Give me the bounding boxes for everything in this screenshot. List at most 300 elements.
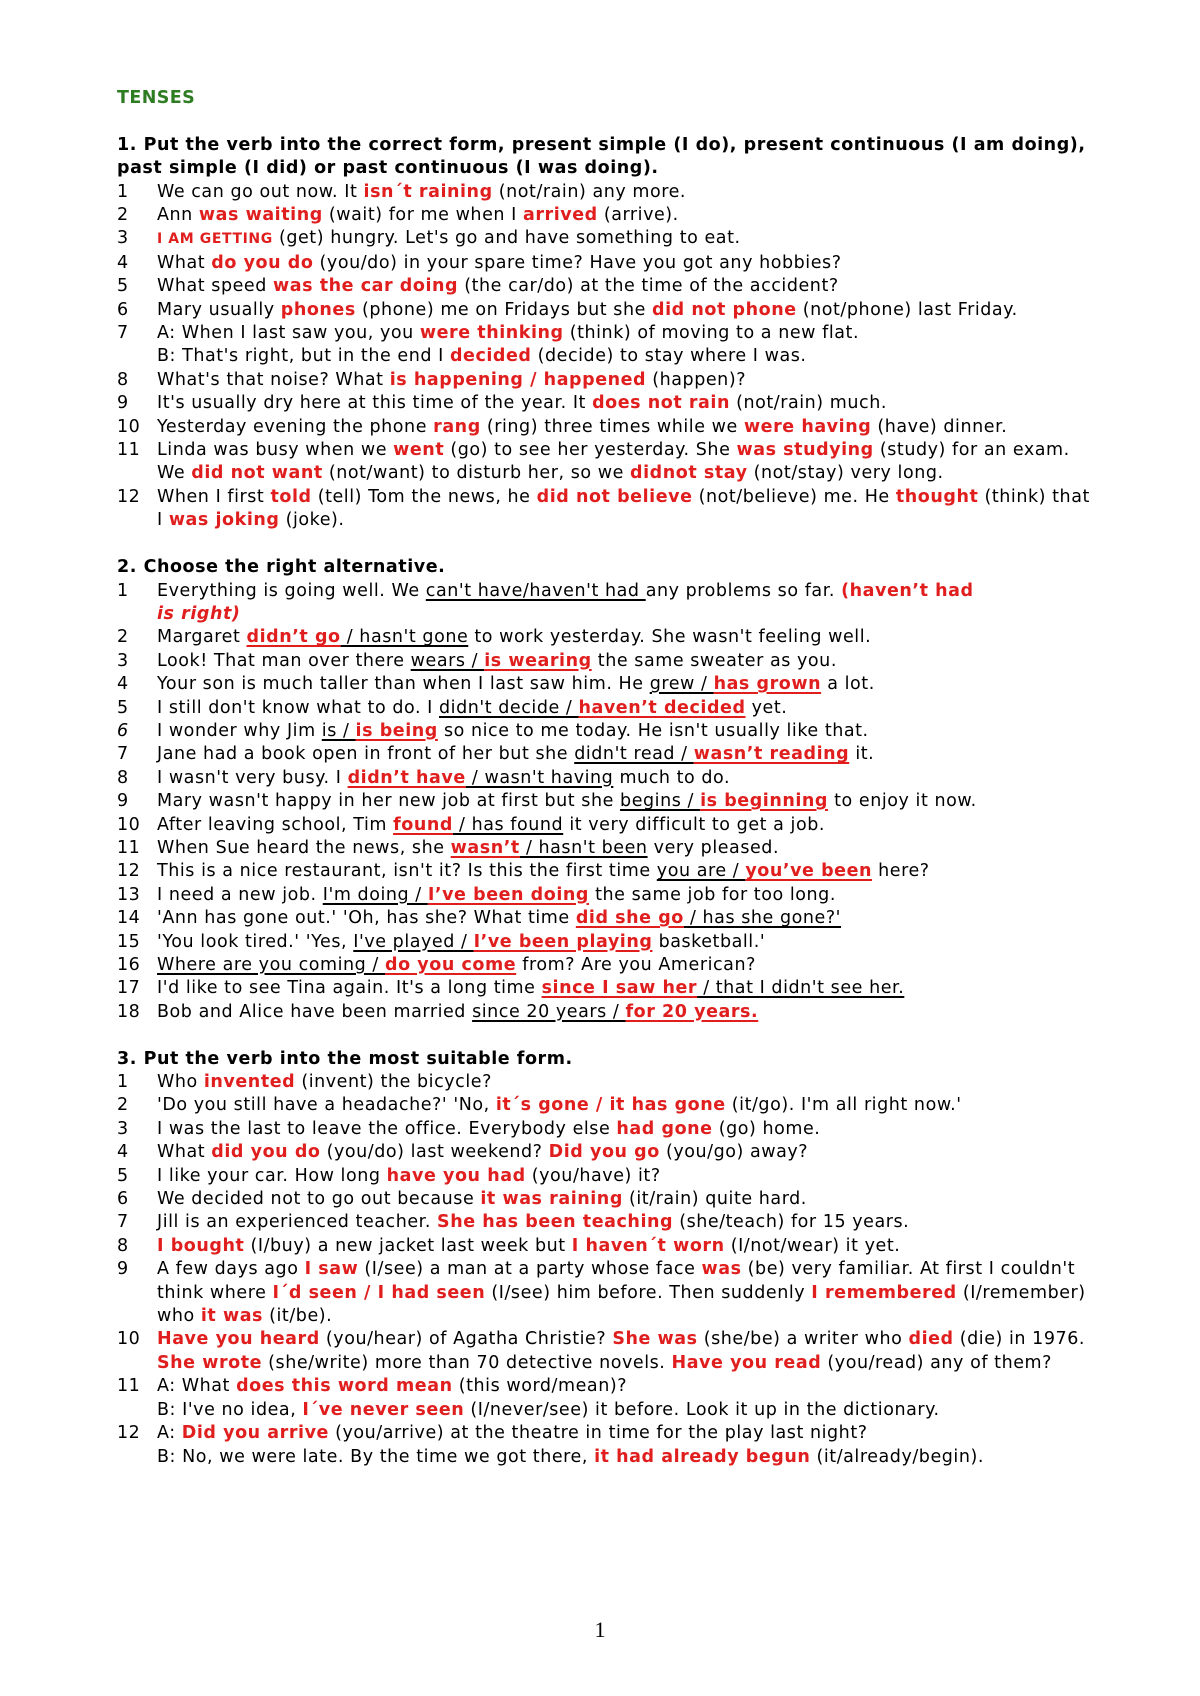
sentence-text: (you/do) last weekend? <box>320 1142 549 1163</box>
alternative-option: I've played / <box>353 931 474 952</box>
item-text <box>157 204 1097 227</box>
alternative-option: didn't decide / <box>439 697 579 718</box>
answer-text: didn’t have <box>347 767 466 788</box>
item-text <box>157 486 1097 533</box>
sentence-text: (you/hear) of Agatha Christie? <box>319 1329 613 1350</box>
sentence-text: B: That's right, but in the end I <box>157 346 450 367</box>
sentence-text: any problems so far. <box>645 580 842 601</box>
item-text <box>157 392 1097 415</box>
item-text <box>157 1165 1097 1188</box>
item-number: 3 <box>117 650 129 671</box>
item-text <box>157 697 1097 720</box>
alternative-option: grew / <box>649 674 714 695</box>
item-text <box>157 650 1097 673</box>
item-number: 1 <box>117 580 129 601</box>
item-number: 10 <box>117 416 141 437</box>
exercise-item <box>117 1188 1097 1211</box>
sentence-text: Look! That man over there <box>157 650 411 671</box>
item-number: 18 <box>117 1001 141 1022</box>
answer-text: is beginning <box>700 791 829 812</box>
answer-text: is happening / happened <box>389 369 647 390</box>
page-number: 1 <box>594 1617 606 1642</box>
sentence-text: B: No, we were late. By the time we got there, <box>157 1446 595 1467</box>
answer-text: it was <box>200 1306 264 1327</box>
sentence-text: very pleased. <box>647 837 780 858</box>
sentence-text: A few days ago <box>157 1259 305 1280</box>
item-text <box>157 1188 1097 1211</box>
answer-text: were thinking <box>419 323 564 344</box>
item-text <box>157 720 1097 743</box>
item-number: 17 <box>117 978 141 999</box>
item-number: 9 <box>117 1259 129 1280</box>
sentence-text: Bob and Alice have been married <box>157 1001 473 1022</box>
alternative-option: can't have/haven't had <box>425 580 646 601</box>
sentence-text: (arrive). <box>597 205 679 226</box>
answer-text: was the car doing <box>273 276 459 297</box>
answer-text: Did you arrive <box>181 1423 329 1444</box>
sentence-text: (not/rain) much. <box>729 393 887 414</box>
item-text <box>157 1118 1097 1141</box>
exercise-item <box>117 416 1097 439</box>
answer-text: rang <box>433 416 481 437</box>
exercise-section-2 <box>117 556 1097 1024</box>
exercise-heading: 2. Choose the right alternative. <box>117 557 446 578</box>
item-text <box>157 837 1097 860</box>
item-number: 2 <box>117 1095 129 1116</box>
exercise-sections <box>117 134 1097 1469</box>
sentence-text: (be) very familiar. At first I couldn't think where <box>157 1259 1076 1303</box>
sentence-text: B: I've no idea, <box>157 1399 303 1420</box>
sentence-text: (happen)? <box>646 369 747 390</box>
answer-text: was joking <box>168 510 280 531</box>
answer-text: it´s gone / it has gone <box>495 1095 726 1116</box>
answer-text: is being <box>355 720 438 741</box>
answer-text: do you do <box>211 252 314 273</box>
sentence-text: from? Are you American? <box>516 955 756 975</box>
answer-text: I’ve been playing <box>473 931 653 952</box>
answer-text: She was <box>612 1329 698 1350</box>
answer-text: did she go <box>575 908 684 929</box>
sentence-text: here? <box>872 861 930 882</box>
answer-text: since I saw her <box>541 978 698 999</box>
answer-text: Have you heard <box>157 1329 320 1350</box>
exercise-item <box>117 1328 1097 1375</box>
sentence-text: it very difficult to get a job. <box>563 814 825 835</box>
sentence-text: (she/write) more than 70 detective novels. <box>262 1352 672 1373</box>
sentence-text: When I first <box>157 486 271 507</box>
answer-text: didnot stay <box>630 463 748 484</box>
sentence-text: Ann <box>157 205 199 226</box>
item-text <box>157 814 1097 837</box>
alternative-option: / has found <box>452 814 564 835</box>
item-text <box>157 1422 1097 1469</box>
item-text <box>157 369 1097 392</box>
item-number: 8 <box>117 1235 129 1256</box>
exercise-item <box>117 767 1097 790</box>
item-number: 11 <box>117 837 141 858</box>
item-number: 10 <box>117 814 141 835</box>
exercise-item <box>117 369 1097 392</box>
exercise-item <box>117 1165 1097 1188</box>
sentence-text: I wasn't very busy. I <box>157 767 348 788</box>
item-number: 4 <box>117 1142 129 1163</box>
alternative-option: / that I didn't see her. <box>697 978 905 999</box>
answer-text: thought <box>895 486 979 507</box>
sentence-text: Jill is an experienced teacher. <box>157 1212 438 1233</box>
answer-text: died <box>908 1329 954 1350</box>
exercise-item <box>117 697 1097 720</box>
item-text <box>157 1328 1097 1375</box>
exercise-item <box>117 439 1097 486</box>
sentence-text: basketball.' <box>652 931 766 952</box>
answer-text: wasn’t reading <box>693 744 850 765</box>
item-text <box>157 1071 1097 1094</box>
answer-text: for 20 years. <box>625 1001 759 1022</box>
item-number: 15 <box>117 931 141 952</box>
item-text <box>157 931 1097 954</box>
item-number: 2 <box>117 627 129 648</box>
sentence-text: (you/read) any of them? <box>821 1352 1052 1373</box>
sentence-text: When Sue heard the news, she <box>157 837 451 858</box>
answer-text: She wrote <box>157 1352 263 1373</box>
exercise-item <box>117 392 1097 415</box>
sentence-text: I'd like to see Tina again. It's a long time <box>157 978 542 999</box>
sentence-text: (you/have) it? <box>525 1165 661 1186</box>
sentence-text: I wonder why Jim <box>157 720 322 741</box>
item-text <box>157 626 1097 649</box>
sentence-text: (joke). <box>279 510 345 531</box>
answer-text: was <box>701 1259 742 1280</box>
item-number: 6 <box>117 299 129 320</box>
answer-text: decided <box>449 346 532 367</box>
sentence-text: the same sweater as you. <box>591 650 837 671</box>
item-text <box>157 673 1097 696</box>
answer-text: I saw <box>304 1259 359 1280</box>
item-number: 9 <box>117 393 129 414</box>
answer-text: does this word mean <box>236 1376 453 1397</box>
item-number: 1 <box>117 181 129 202</box>
item-number: 2 <box>117 205 129 226</box>
worksheet-title: TENSES <box>117 88 196 108</box>
sentence-text: (die) in 1976. <box>953 1329 1086 1350</box>
exercise-item <box>117 1375 1097 1422</box>
exercise-item <box>117 884 1097 907</box>
answer-text: it had already begun <box>594 1446 811 1467</box>
answer-text: I´d seen / I had seen <box>272 1282 486 1303</box>
item-text <box>157 767 1097 790</box>
sentence-text: (not/phone) last Friday. <box>796 299 1018 320</box>
item-number: 5 <box>117 276 129 297</box>
exercise-item <box>117 1071 1097 1094</box>
alternative-option: / wasn't having <box>465 767 614 788</box>
sentence-text: I was the last to leave the office. Everybody else <box>157 1118 617 1139</box>
answer-text: did not believe <box>536 486 693 507</box>
item-text <box>157 439 1097 486</box>
answer-text: phones <box>280 299 356 320</box>
exercise-item <box>117 743 1097 766</box>
exercise-heading: 3. Put the verb into the most suitable form. <box>117 1048 573 1069</box>
answer-text: went <box>393 440 445 461</box>
sentence-text: (phone) me on Fridays but she <box>355 299 653 320</box>
exercise-item <box>117 790 1097 813</box>
sentence-text: This is a nice restaurant, isn't it? Is this the first time <box>157 861 657 882</box>
sentence-text: (the car/do) at the time of the accident? <box>458 276 839 297</box>
answer-text: I remembered <box>811 1282 957 1303</box>
sentence-text: (ring) three times while we <box>480 416 744 437</box>
answer-text: were having <box>743 416 872 437</box>
exercise-item <box>117 907 1097 930</box>
answer-text: is right) <box>157 603 241 624</box>
item-text <box>157 299 1097 322</box>
answer-text: wasn’t <box>450 837 520 858</box>
item-number: 5 <box>117 697 129 718</box>
sentence-text: What <box>157 1142 212 1163</box>
sentence-text: much to do. <box>613 767 731 788</box>
exercise-item <box>117 1258 1097 1328</box>
alternative-option: wears / <box>410 650 485 671</box>
sentence-text: the same job for too long. <box>588 884 836 905</box>
item-text <box>157 954 1097 977</box>
exercise-section-1 <box>117 134 1097 533</box>
sentence-text: (I/see) him before. Then suddenly <box>485 1282 812 1303</box>
answer-text: was waiting <box>198 205 323 226</box>
sentence-text: (get) hungry. Let's go and have something to eat. <box>272 228 741 249</box>
item-text <box>157 1235 1097 1258</box>
sentence-text: (not/believe) me. He <box>692 486 896 507</box>
item-number: 12 <box>117 486 141 507</box>
sentence-text: What's that noise? What <box>157 369 390 390</box>
exercise-item <box>117 720 1097 743</box>
exercise-item <box>117 275 1097 298</box>
sentence-text: (go) to see her yesterday. She <box>444 440 737 461</box>
item-text <box>157 580 1097 627</box>
sentence-text: I still don't know what to do. I <box>157 697 439 718</box>
worksheet-content <box>117 87 1097 1492</box>
answer-text: have you had <box>386 1165 526 1186</box>
exercise-item <box>117 1235 1097 1258</box>
item-number: 8 <box>117 767 129 788</box>
sentence-text: Your son is much taller than when I last saw him. He <box>157 674 650 695</box>
answer-text: did not want <box>191 463 323 484</box>
answer-text: has grown <box>713 674 822 695</box>
exercise-item <box>117 1118 1097 1141</box>
sentence-text: After leaving school, Tim <box>157 814 394 835</box>
item-number: 11 <box>117 1376 141 1397</box>
alternative-option: / hasn't gone <box>340 627 469 648</box>
item-number: 10 <box>117 1329 141 1350</box>
exercise-item <box>117 1094 1097 1117</box>
item-number: 7 <box>117 1212 129 1233</box>
answer-text: it was raining <box>480 1189 623 1210</box>
answer-text: told <box>270 486 312 507</box>
exercise-item <box>117 1001 1097 1024</box>
sentence-text: Margaret <box>157 627 247 648</box>
item-text <box>157 1211 1097 1234</box>
sentence-text: Everything is going well. We <box>157 580 426 601</box>
sentence-text: It's usually dry here at this time of the year. It <box>157 393 593 414</box>
sentence-text: (I/remember) who <box>157 1282 1086 1327</box>
answer-text: is wearing <box>484 650 592 671</box>
sentence-text: (think) that I <box>157 486 1090 531</box>
answer-text: isn´t raining <box>363 181 493 202</box>
answer-text: haven’t decided <box>578 697 746 718</box>
sentence-text: I like your car. How long <box>157 1165 387 1186</box>
sentence-text: so nice to me today. He isn't usually like that. <box>437 720 869 741</box>
sentence-text: Mary usually <box>157 299 281 320</box>
sentence-text: (go) home. <box>712 1118 821 1139</box>
item-text <box>157 860 1097 883</box>
item-text <box>157 907 1097 930</box>
answer-text: arrived <box>522 205 598 226</box>
sentence-text: A: <box>157 1423 182 1444</box>
item-number: 12 <box>117 1423 141 1444</box>
exercise-item <box>117 1211 1097 1234</box>
sentence-text: Yesterday evening the phone <box>157 416 434 437</box>
answer-text: Did you go <box>548 1142 660 1163</box>
answer-text: I´ve never seen <box>302 1399 465 1420</box>
sentence-text: (not/rain) any more. <box>492 181 687 202</box>
sentence-text: 'Do you still have a headache?' 'No, <box>157 1095 496 1116</box>
sentence-text: (invent) the bicycle? <box>295 1072 492 1093</box>
sentence-text: (wait) for me when I <box>322 205 523 226</box>
answer-text: do you come <box>385 955 517 975</box>
sentence-text: (it/go). I'm all right now.' <box>725 1095 962 1116</box>
answer-text: Have you read <box>671 1352 822 1373</box>
item-number: 7 <box>117 323 129 344</box>
item-number: 3 <box>117 1118 129 1139</box>
sentence-text: (she/teach) for 15 years. <box>673 1212 910 1233</box>
item-text <box>157 227 1097 251</box>
item-text <box>157 1375 1097 1422</box>
exercise-item <box>117 814 1097 837</box>
sentence-text: to work yesterday. She wasn't feeling well. <box>468 627 872 648</box>
item-text <box>157 181 1097 204</box>
item-number: 16 <box>117 955 141 975</box>
sentence-text: 'Ann has gone out.' 'Oh, has she? What time <box>157 908 576 929</box>
exercise-item <box>117 954 1097 977</box>
item-number: 12 <box>117 861 141 882</box>
exercise-item <box>117 977 1097 1000</box>
item-text <box>157 1258 1097 1328</box>
item-text <box>157 322 1097 369</box>
sentence-text: (you/go) away? <box>659 1142 809 1163</box>
sentence-text: A: When I last saw you, you <box>157 323 420 344</box>
exercise-section-3 <box>117 1048 1097 1469</box>
answer-text: I AM GETTING <box>157 231 273 248</box>
sentence-text: (I/see) a man at a party whose face <box>358 1259 702 1280</box>
answer-text: invented <box>203 1072 296 1093</box>
item-number: 4 <box>117 252 129 273</box>
exercise-item <box>117 181 1097 204</box>
alternative-option: didn't read / <box>574 744 694 765</box>
sentence-text: (it/be). <box>263 1306 333 1327</box>
answer-text: I haven´t worn <box>571 1235 725 1256</box>
item-number: 6 <box>117 720 129 741</box>
sentence-text: (I/never/see) it before. Look it up in the dictionary. <box>464 1399 940 1420</box>
item-text <box>157 1001 1097 1024</box>
sentence-text: (you/do) in your spare time? Have you got any hobbies? <box>313 252 842 273</box>
alternative-option: / hasn't been <box>519 837 648 858</box>
sentence-text: What speed <box>157 276 274 297</box>
item-number: 7 <box>117 744 129 765</box>
answer-text: did you do <box>211 1142 321 1163</box>
exercise-item <box>117 626 1097 649</box>
sentence-text: it. <box>849 744 875 765</box>
sentence-text: (tell) Tom the news, he <box>311 486 537 507</box>
sentence-text: (this word/mean)? <box>452 1376 628 1397</box>
sentence-text: 'You look tired.' 'Yes, <box>157 931 354 952</box>
sentence-text: a lot. <box>821 674 875 695</box>
item-number: 9 <box>117 791 129 812</box>
alternative-option: is / <box>321 720 356 741</box>
item-number: 5 <box>117 1165 129 1186</box>
sentence-text: We decided not to go out because <box>157 1189 481 1210</box>
answer-text: did not phone <box>652 299 797 320</box>
item-number: 4 <box>117 674 129 695</box>
item-text <box>157 790 1097 813</box>
item-text <box>157 743 1097 766</box>
exercise-item <box>117 322 1097 369</box>
item-number: 13 <box>117 884 141 905</box>
exercise-item <box>117 580 1097 627</box>
alternative-option: you are / <box>656 861 746 882</box>
exercise-item <box>117 650 1097 673</box>
item-text <box>157 416 1097 439</box>
exercise-item <box>117 1141 1097 1164</box>
alternative-option: / has she gone?' <box>683 908 842 929</box>
answer-text: found <box>393 814 453 835</box>
exercise-heading: 1. Put the verb into the correct form, present simple (I do), present continuous (I am doing), past simple (I did) or past continuous (I was doing). <box>117 134 1086 179</box>
answer-text: had gone <box>616 1118 713 1139</box>
sentence-text: (not/stay) very long. <box>747 463 944 484</box>
sentence-text: I need a new job. <box>157 884 323 905</box>
exercise-item <box>117 860 1097 883</box>
sentence-text: A: What <box>157 1376 237 1397</box>
item-number: 3 <box>117 228 129 249</box>
answer-text: She has been teaching <box>437 1212 674 1233</box>
alternative-option: begins / <box>620 791 701 812</box>
alternative-option: Where are you coming / <box>157 955 385 975</box>
answer-text: I’ve been doing <box>427 884 589 905</box>
item-number: 14 <box>117 908 141 929</box>
sentence-text: (she/be) a writer who <box>697 1329 909 1350</box>
sentence-text: (I/buy) a new jacket last week but <box>244 1235 572 1256</box>
exercise-item <box>117 837 1097 860</box>
answer-text: I bought <box>157 1235 245 1256</box>
item-text <box>157 252 1097 275</box>
exercise-item <box>117 299 1097 322</box>
sentence-text: Who <box>157 1072 204 1093</box>
sentence-text: (not/want) to disturb her, so we <box>322 463 631 484</box>
exercise-item <box>117 227 1097 251</box>
sentence-text: to enjoy it now. <box>828 791 977 812</box>
sentence-text: Mary wasn't happy in her new job at first but she <box>157 791 621 812</box>
sentence-text: (I/not/wear) it yet. <box>724 1235 901 1256</box>
answer-text: was studying <box>736 440 874 461</box>
exercise-item <box>117 931 1097 954</box>
sentence-text: (think) of moving to a new flat. <box>563 323 860 344</box>
exercise-item <box>117 1422 1097 1469</box>
item-text <box>157 1141 1097 1164</box>
sentence-text: (decide) to stay where I was. <box>531 346 807 367</box>
sentence-text: yet. <box>745 697 788 718</box>
alternative-option: since 20 years / <box>472 1001 626 1022</box>
item-number: 11 <box>117 440 141 461</box>
answer-text: didn’t go <box>246 627 341 648</box>
answer-text: (haven’t had <box>841 580 974 601</box>
sentence-text: We can go out now. It <box>157 181 364 202</box>
sentence-text: (it/already/begin). <box>810 1446 984 1467</box>
